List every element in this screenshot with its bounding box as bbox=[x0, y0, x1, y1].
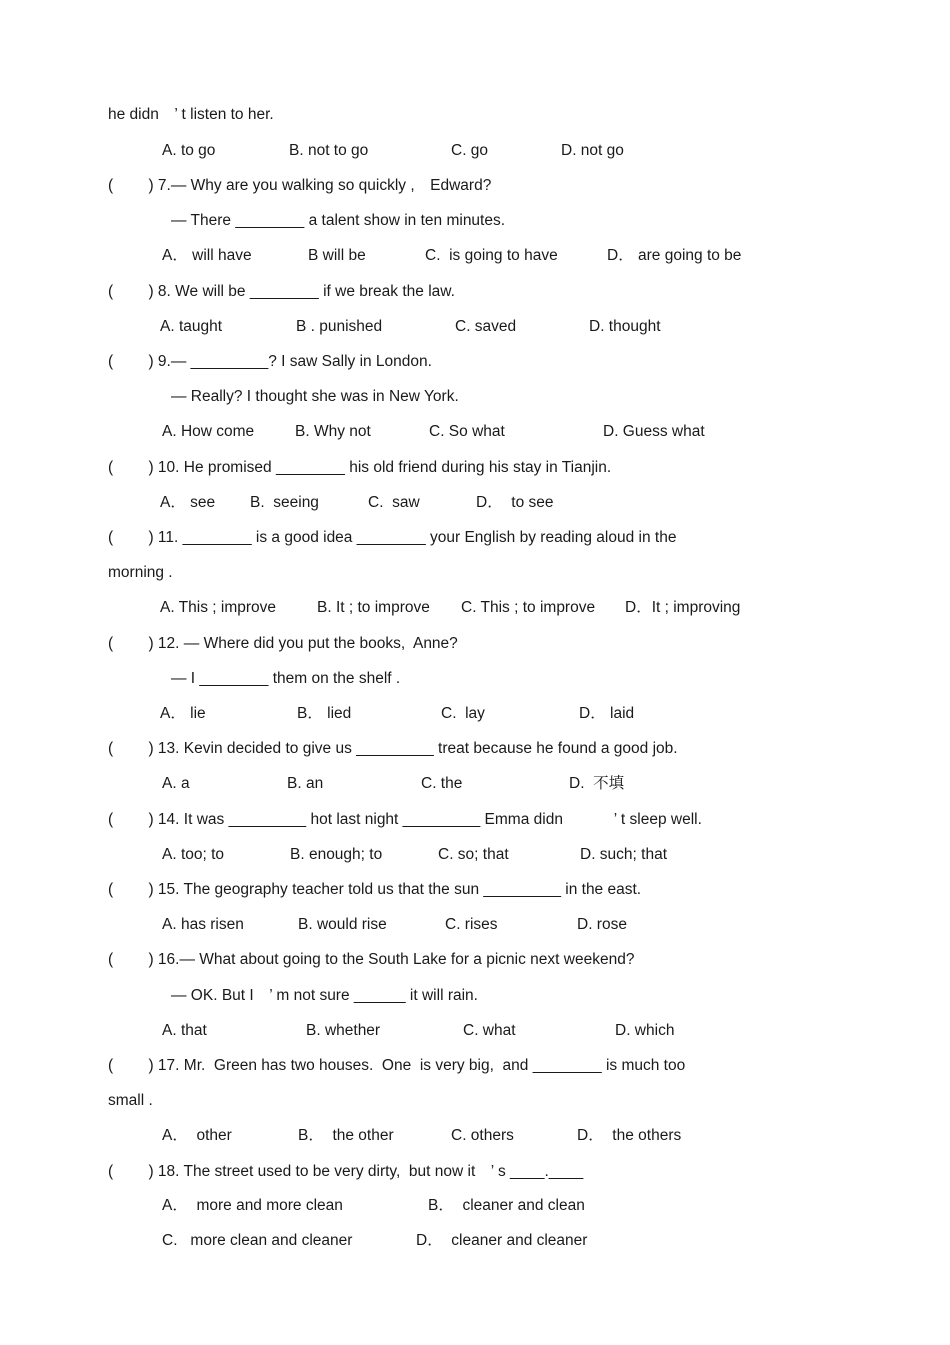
question-16-reply: — OK. But I ’ m not sure ______ it will rain. bbox=[171, 987, 478, 1004]
q15-option-b: B. would rise bbox=[298, 916, 387, 933]
q17-option-a: A． other bbox=[162, 1127, 232, 1144]
q7-option-b: B will be bbox=[308, 247, 366, 264]
q14-option-d: D. such; that bbox=[580, 846, 668, 863]
q18-option-a: A． more and more clean bbox=[162, 1197, 343, 1214]
question-17: ( ) 17. Mr. Green has two houses. One is very big, and ________ is much too bbox=[108, 1057, 686, 1074]
q12-option-c: C. lay bbox=[441, 705, 485, 722]
q6-option-d: D. not go bbox=[561, 142, 624, 159]
q8-option-b: B . punished bbox=[296, 318, 383, 335]
question-10: ( ) 10. He promised ________ his old friend during his stay in Tianjin. bbox=[108, 459, 612, 476]
q17-option-c: C. others bbox=[451, 1127, 514, 1144]
question-7: ( ) 7.— Why are you walking so quickly , Edward? bbox=[108, 177, 492, 194]
q16-option-c: C. what bbox=[463, 1022, 516, 1039]
q10-option-b: B. seeing bbox=[250, 494, 319, 511]
q18-option-c: C. more clean and cleaner bbox=[162, 1232, 353, 1249]
q11-option-c: C. This ; to improve bbox=[461, 599, 596, 616]
q15-option-d: D. rose bbox=[577, 916, 627, 933]
q12-option-b: B． lied bbox=[297, 705, 352, 722]
q7-option-c: C. is going to have bbox=[425, 247, 558, 264]
question-16: ( ) 16.— What about going to the South Lake for a picnic next weekend? bbox=[108, 951, 635, 968]
q7-option-d: D． are going to be bbox=[607, 247, 742, 264]
q8-option-a: A. taught bbox=[160, 318, 223, 335]
q16-option-d: D. which bbox=[615, 1022, 675, 1039]
q9-option-a: A. How come bbox=[162, 423, 255, 440]
q9-option-c: C. So what bbox=[429, 423, 505, 440]
q18-option-b: B． cleaner and clean bbox=[428, 1197, 585, 1214]
q10-option-c: C. saw bbox=[368, 494, 420, 511]
question-11-continued: morning . bbox=[108, 564, 173, 581]
q15-option-a: A. has risen bbox=[162, 916, 244, 933]
q6-option-b: B. not to go bbox=[289, 142, 369, 159]
q16-option-b: B. whether bbox=[306, 1022, 381, 1039]
q13-option-d: D. 不填 bbox=[569, 775, 625, 792]
q11-option-a: A. This ; improve bbox=[160, 599, 277, 616]
q9-option-d: D. Guess what bbox=[603, 423, 705, 440]
q6-option-c: C. go bbox=[451, 142, 489, 159]
question-8: ( ) 8. We will be ________ if we break the law. bbox=[108, 283, 455, 300]
q14-option-b: B. enough; to bbox=[290, 846, 383, 863]
q12-option-d: D． laid bbox=[579, 705, 635, 722]
question-12: ( ) 12. — Where did you put the books, Anne? bbox=[108, 635, 458, 652]
q6-option-a: A. to go bbox=[162, 142, 216, 159]
q10-option-d: D． to see bbox=[476, 494, 554, 511]
q11-option-d: D．It ; improving bbox=[625, 599, 741, 616]
q8-option-c: C. saved bbox=[455, 318, 517, 335]
question-15: ( ) 15. The geography teacher told us that the sun _________ in the east. bbox=[108, 881, 642, 898]
q8-option-d: D. thought bbox=[589, 318, 661, 335]
q14-option-c: C. so; that bbox=[438, 846, 509, 863]
q13-option-a: A. a bbox=[162, 775, 190, 792]
q13-option-c: C. the bbox=[421, 775, 463, 792]
question-17-continued: small . bbox=[108, 1092, 153, 1109]
q7-option-a: A． will have bbox=[162, 247, 252, 264]
q9-option-b: B. Why not bbox=[295, 423, 371, 440]
question-18: ( ) 18. The street used to be very dirty, but now it ’ s ____.____ bbox=[108, 1163, 584, 1180]
question-14: ( ) 14. It was _________ hot last night _________ Emma didn ’ t sleep well. bbox=[108, 811, 702, 828]
question-11: ( ) 11. ________ is a good idea ________ your English by reading aloud in the bbox=[108, 529, 677, 546]
question-9: ( ) 9.— _________? I saw Sally in London. bbox=[108, 353, 432, 370]
q10-option-a: A． see bbox=[160, 494, 216, 511]
question-12-reply: — I ________ them on the shelf . bbox=[171, 670, 401, 687]
question-13: ( ) 13. Kevin decided to give us _________ treat because he found a good job. bbox=[108, 740, 678, 757]
q14-option-a: A. too; to bbox=[162, 846, 225, 863]
q16-option-a: A. that bbox=[162, 1022, 207, 1039]
q13-option-b: B. an bbox=[287, 775, 324, 792]
q11-option-b: B. It ; to improve bbox=[317, 599, 430, 616]
question-7-reply: — There ________ a talent show in ten minutes. bbox=[171, 212, 506, 229]
q15-option-c: C. rises bbox=[445, 916, 498, 933]
q17-option-d: D． the others bbox=[577, 1127, 682, 1144]
question-9-reply: — Really? I thought she was in New York. bbox=[171, 388, 459, 405]
q12-option-a: A． lie bbox=[160, 705, 206, 722]
q17-option-b: B． the other bbox=[298, 1127, 394, 1144]
q18-option-d: D． cleaner and cleaner bbox=[416, 1232, 588, 1249]
question-6-tail: he didn ’ t listen to her. bbox=[108, 106, 274, 123]
